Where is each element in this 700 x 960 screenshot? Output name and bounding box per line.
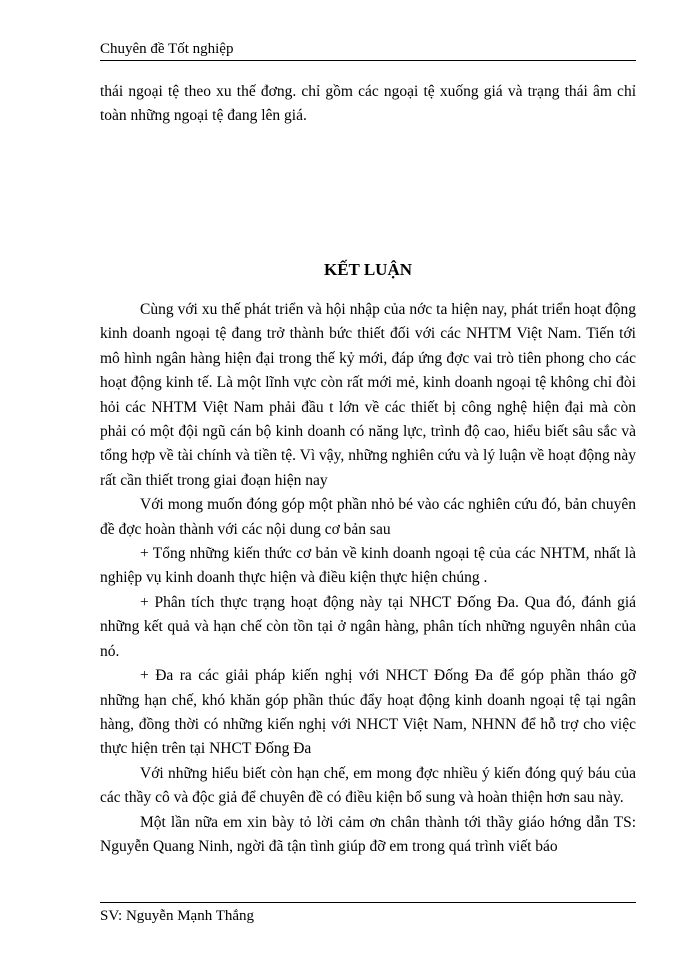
list-item-solutions: + Đa ra các giải pháp kiến nghị với NHCT Đống Đa để góp phần tháo gỡ những hạn chế, khó khăn góp phần thúc đẩy hoạt động kinh doanh ngoại tệ tại ngân hàng, đồng thời có những kiến nghị với NHCT Việt Nam, NHNN để hỗ trợ cho việc thực hiện trên tại NHCT Đống Đa: [100, 667, 636, 758]
page-header: [100, 38, 636, 61]
page-footer: [100, 902, 636, 927]
section-title: KẾT LUẬN: [323, 260, 412, 279]
list-item-analysis: + Phân tích thực trạng hoạt động này tại NHCT Đống Đa. Qua đó, đánh giá những kết quả và hạn chế còn tồn tại ở ngân hàng, phân tích những nguyên nhân của nó.: [100, 593, 636, 660]
paragraph-thanks: Một lần nữa em xin bày tỏ lời cảm ơn chân thành tới thầy giáo hớng dẫn TS: Nguyễn Quang Ninh, ngời đã tận tình giúp đỡ em trong quá trình viết báo: [100, 813, 636, 855]
footer-author: SV: Nguyễn Mạnh Thắng: [100, 908, 255, 924]
intro-paragraph: thái ngoại tệ theo xu thế đơng. chỉ gồm các ngoại tệ xuống giá và trạng thái âm chỉ toàn những ngoại tệ đang lên giá.: [100, 83, 636, 125]
conclusion-body: [100, 298, 636, 859]
header-title: Chuyên đề Tốt nghiệp: [100, 41, 234, 57]
list-item-summary: + Tổng những kiến thức cơ bản về kinh doanh ngoại tệ của các NHTM, nhất là nghiệp vụ kinh doanh thực hiện và điều kiện thực hiện chúng .: [100, 545, 636, 587]
paragraph-context: Cùng với xu thế phát triển và hội nhập của nớc ta hiện nay, phát triển hoạt động kinh doanh ngoại tệ đang trở thành bức thiết đối với các NHTM Việt Nam. Tiến tới mô hình ngân hàng hiện đại trong thế kỷ mới, đáp ứng đợc vai trò tiên phong cho các hoạt động kinh tế. Là một lĩnh vực còn rất mới mẻ, kinh doanh ngoại tệ không chỉ đòi hỏi các NHTM Việt Nam phải đầu t lớn về các thiết bị công nghệ hiện đại mà còn phải có một đội ngũ cán bộ kinh doanh có năng lực, trình độ cao, hiểu biết sâu sắc và tổng hợp về tài chính và tiền tệ. Vì vậy, những nghiên cứu và lý luận về hoạt động này rất cần thiết trong giai đoạn hiện nay: [100, 301, 636, 489]
paragraph-purpose: Với mong muốn đóng góp một phần nhỏ bé vào các nghiên cứu đó, bản chuyên đề đợc hoàn thành với các nội dung cơ bản sau: [100, 496, 636, 538]
paragraph-feedback: Với những hiểu biết còn hạn chế, em mong đợc nhiều ý kiến đóng quý báu của các thầy cô và độc giả để chuyên đề có điều kiện bổ sung và hoàn thiện hơn sau này.: [100, 764, 636, 807]
